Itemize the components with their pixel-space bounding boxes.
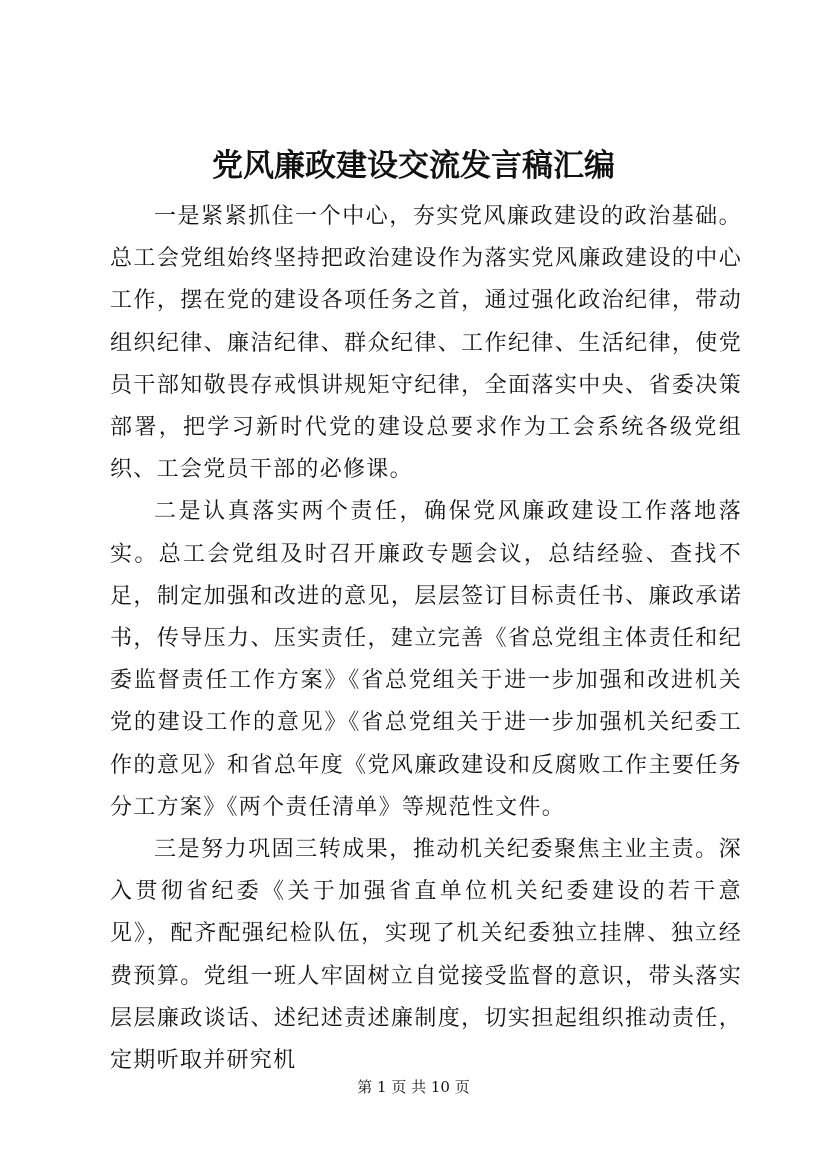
paragraph-2: 二是认真落实两个责任，确保党风廉政建设工作落地落实。总工会党组及时召开廉政专题会议，总结经验、查找不足，制定加强和改进的意见，层层签订目标责任书、廉政承诺书，传导压力、压实责任，建立完善《省总党组主体责任和纪委监督责任工作方案》《省总党组关于进一步加强和改进机关党的建设工作的意见》《省总党组关于进一步加强机关纪委工作的意见》和省总年度《党风廉政建设和反腐败工作主要任务分工方案》《两个责任清单》等规范性文件。 [110, 499, 742, 820]
document-body [110, 196, 742, 1082]
paragraph-3: 三是努力巩固三转成果，推动机关纪委聚焦主业主责。深入贯彻省纪委《关于加强省直单位机关纪委建设的若干意见》，配齐配强纪检队伍，实现了机关纪委独立挂牌、独立经费预算。党组一班人牢固树立自觉接受监督的意识，带头落实层层廉政谈话、述纪述责述廉制度，切实担起组织推动责任，定期听取并研究机 [110, 837, 742, 1074]
paragraph-1: 一是紧紧抓住一个中心，夯实党风廉政建设的政治基础。总工会党组始终坚持把政治建设作为落实党风廉政建设的中心工作，摆在党的建设各项任务之首，通过强化政治纪律，带动组织纪律、廉洁纪律、群众纪律、工作纪律、生活纪律，使党员干部知敬畏存戒惧讲规矩守纪律，全面落实中央、省委决策部署，把学习新时代党的建设总要求作为工会系统各级党组织、工会党员干部的必修课。 [110, 204, 742, 483]
document-title: 党风廉政建设交流发言稿汇编 [212, 148, 615, 184]
page-number-footer: 第 1 页 共 10 页 [357, 1078, 470, 1096]
